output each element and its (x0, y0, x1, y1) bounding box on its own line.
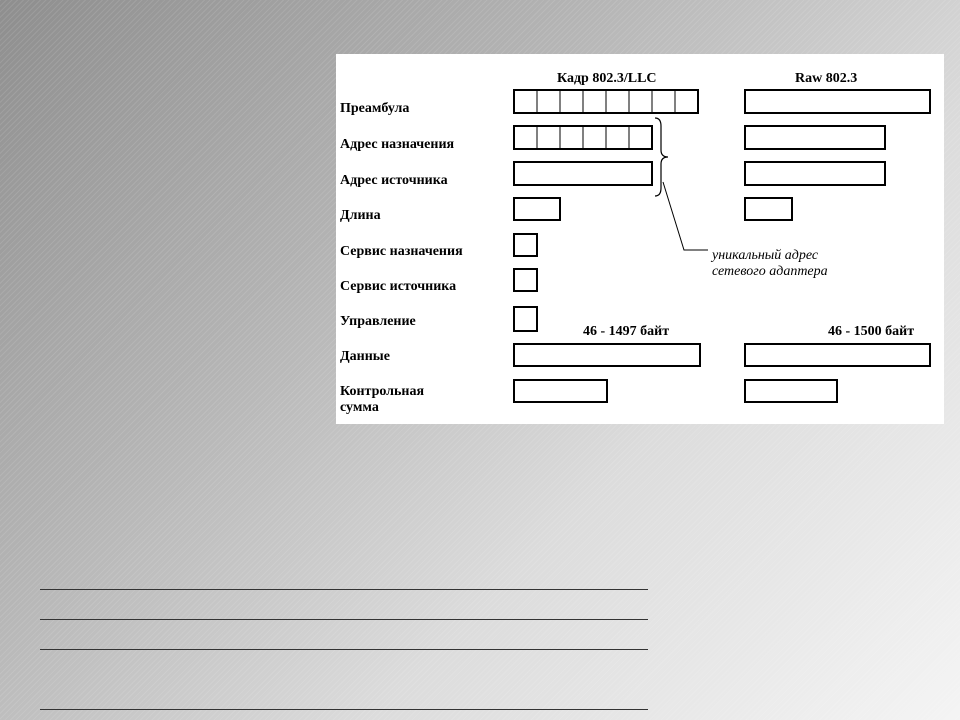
header-llc: Кадр 802.3/LLC (557, 71, 657, 86)
raw-length-field (745, 198, 792, 220)
raw-data-field (745, 344, 930, 366)
divider-line (40, 649, 648, 650)
llc-dest-address-field (514, 126, 652, 149)
divider-line (40, 619, 648, 620)
label-dsap: Сервис назначения (340, 244, 463, 259)
annotation-leader-line (663, 182, 708, 250)
label-dest-address: Адрес назначения (340, 137, 455, 152)
llc-control-field (514, 307, 537, 331)
annotation-line1: уникальный адрес (712, 248, 819, 263)
label-length: Длина (340, 208, 381, 223)
llc-dsap-field (514, 234, 537, 256)
raw-src-address-field (745, 162, 885, 185)
raw-dest-address-field (745, 126, 885, 149)
llc-data-field (514, 344, 700, 366)
label-checksum-line1: Контрольная (340, 384, 425, 399)
label-control: Управление (340, 314, 416, 329)
label-ssap: Сервис источника (340, 279, 457, 294)
divider-line (40, 589, 648, 590)
label-data: Данные (340, 349, 390, 364)
divider-line (40, 709, 648, 710)
llc-checksum-field (514, 380, 607, 402)
llc-src-address-field (514, 162, 652, 185)
llc-preamble-field (514, 90, 698, 113)
frame-diagram-svg (336, 54, 944, 424)
address-brace (655, 118, 668, 196)
raw-data-size: 46 - 1500 байт (828, 324, 915, 339)
ethernet-frame-diagram (336, 54, 944, 424)
llc-data-size: 46 - 1497 байт (583, 324, 670, 339)
label-checksum-line2: сумма (340, 400, 379, 415)
annotation-line2: сетевого адаптера (712, 264, 828, 279)
header-raw: Raw 802.3 (795, 71, 858, 86)
label-preamble: Преамбула (340, 101, 410, 116)
label-src-address: Адрес источника (340, 173, 448, 188)
llc-ssap-field (514, 269, 537, 291)
raw-preamble-field (745, 90, 930, 113)
raw-checksum-field (745, 380, 837, 402)
llc-length-field (514, 198, 560, 220)
